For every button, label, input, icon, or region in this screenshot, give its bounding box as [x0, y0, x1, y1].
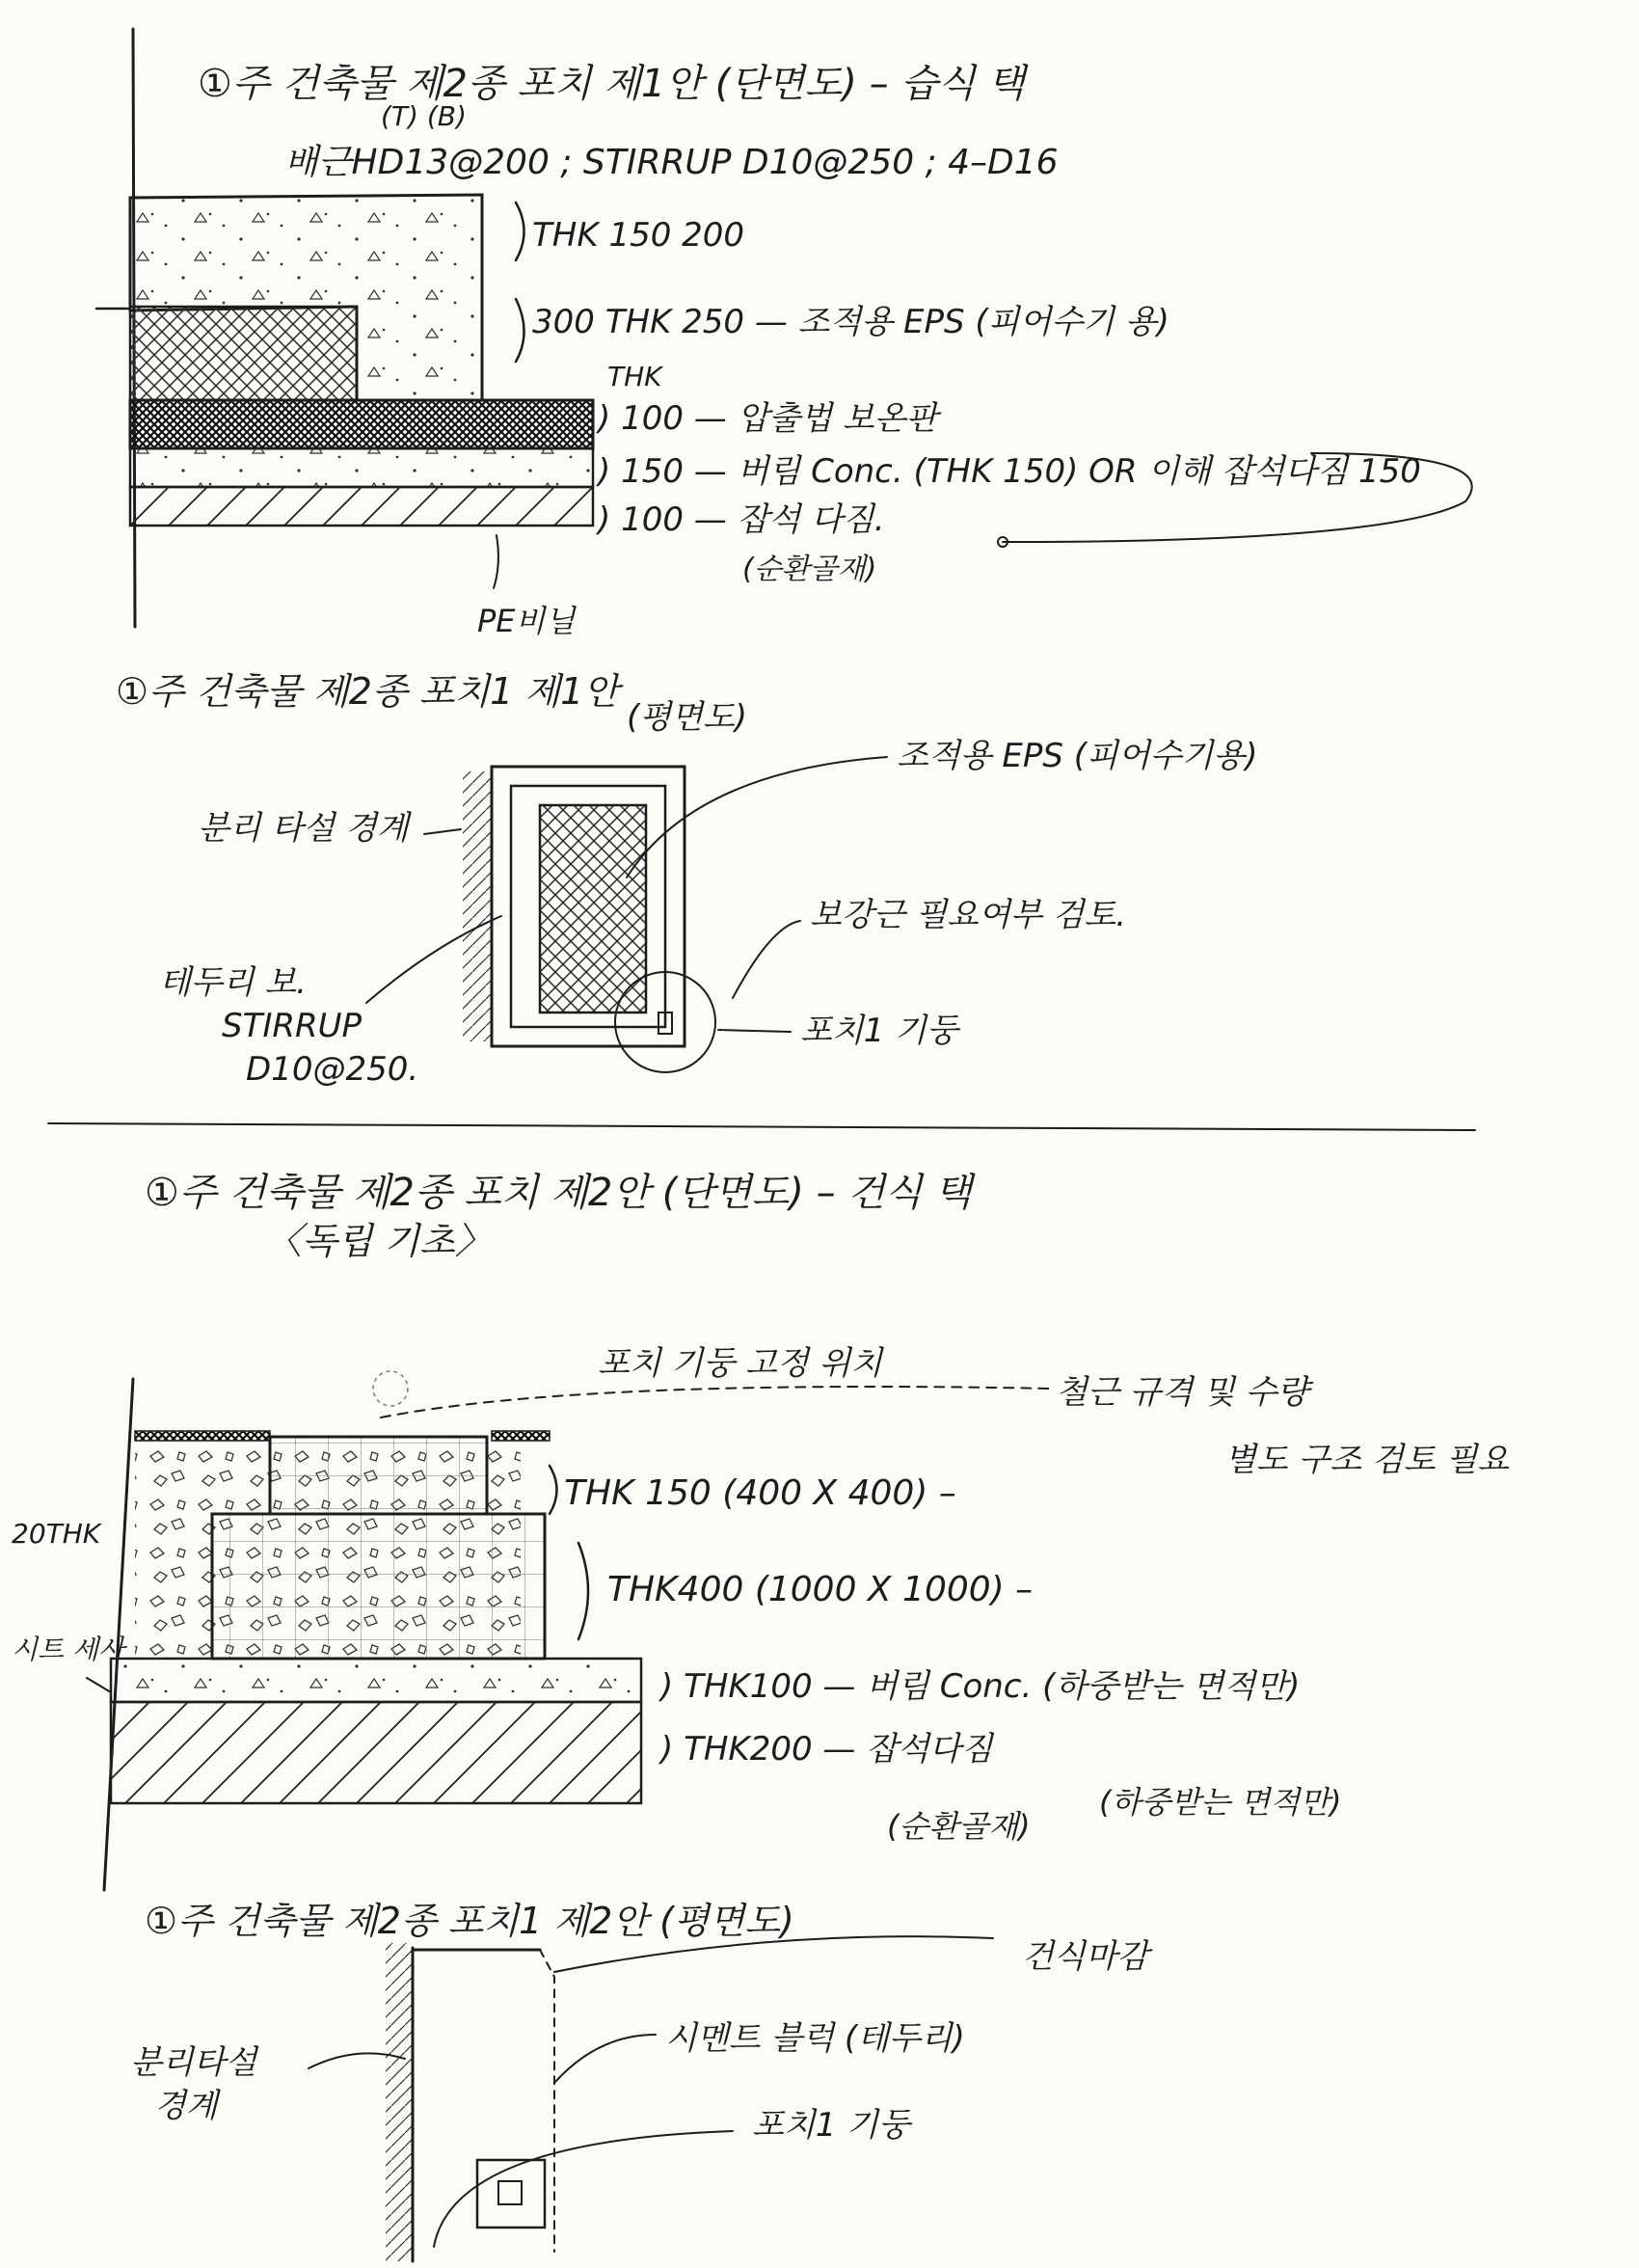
section-2-plan-tag: (평면도) [627, 698, 748, 737]
stirrup-spec-label: D10@250. [246, 1050, 419, 1089]
dry-finish-label: 건식마감 [1022, 1937, 1149, 1976]
pe-film-label: PE비닐 [477, 603, 576, 639]
lean-concrete-label: ) THK100 — 버림 Conc. (하중받는 면적만) [660, 1667, 1301, 1706]
lean-concrete-layer-2 [111, 1659, 641, 1702]
section-3-subtitle: 〈독립 기초〉 [265, 1220, 492, 1262]
loaded-area-label: (하중받는 면적만) [1099, 1784, 1342, 1821]
side-note-sheet: 시트 세사 [12, 1634, 125, 1665]
porch-column-label: 포치1 기둥 [800, 1012, 958, 1050]
eps-fill-plan [540, 805, 646, 1012]
eps-block [130, 307, 357, 400]
column-pier [270, 1437, 487, 1514]
boundary-label-2: 경계 [154, 2087, 218, 2125]
pier-label: THK 150 (400 X 400) – [564, 1473, 956, 1513]
porch-column-marker-2 [477, 2160, 545, 2228]
layer-label-insulation: ) 100 — 압출법 보온판 [598, 399, 938, 438]
section-3-title: ①주 건축물 제2종 포치 제2안 (단면도) – 건식 택 [145, 1171, 972, 1215]
section-divider [48, 1123, 1475, 1130]
section-3-dry-porch-section [12, 1171, 1509, 1890]
rebar-review-note-1: 철근 규격 및 수량 [1056, 1373, 1309, 1412]
eps-label: 조적용 EPS (피어수기용) [897, 737, 1258, 775]
layer-label-gravel: ) 100 — 잡석 다짐. [598, 500, 885, 539]
layer-label-thk: THK [607, 361, 662, 392]
existing-wall-hatch-2 [386, 1943, 413, 2261]
boundary-label: 분리 타설 경계 [198, 809, 409, 848]
rebar-review-note-2: 별도 구조 검토 필요 [1224, 1441, 1510, 1479]
gravel-layer-2 [111, 1702, 641, 1803]
isolated-footing [212, 1514, 545, 1659]
boundary-label-1: 분리타설 [130, 2043, 257, 2082]
side-note-thk: 20THK [12, 1518, 101, 1550]
section-4-title: ①주 건축물 제2종 포치1 제2안 (평면도) [145, 1900, 794, 1942]
gravel-layer [130, 487, 593, 526]
section-2-plan-a [116, 670, 1257, 1089]
layer-label-eps: 300 THK 250 — 조적용 EPS (피어수기 용) [532, 303, 1169, 341]
footing-label: THK400 (1000 X 1000) – [607, 1570, 1034, 1609]
section-1-rebar-marks: (T) (B) [381, 100, 467, 132]
section-2-title: ①주 건축물 제2종 포치1 제1안 [116, 670, 619, 713]
section-1-title: ①주 건축물 제2종 포치 제1안 (단면도) – 습식 택 [198, 62, 1025, 106]
edge-beam-label: 테두리 보. [159, 963, 307, 1002]
reinforce-label: 보강근 필요여부 검토. [810, 896, 1127, 934]
column-position-note: 포치 기둥 고정 위치 [598, 1344, 883, 1383]
insulation-board-layer [130, 400, 593, 448]
section-1-rebar-spec: 배근HD13@200 ; STIRRUP D10@250 ; 4–D16 [284, 143, 1059, 182]
section-1-wet-porch-section [96, 29, 1472, 639]
recycled-label: (순환골재) [887, 1808, 1031, 1845]
layer-label-lean-concrete: ) 150 — 버림 Conc. (THK 150) OR 이해 잡석다짐 150 [598, 452, 1421, 491]
lean-concrete-layer [130, 448, 593, 487]
section-4-plan-b [130, 1900, 1154, 2261]
stirrup-label: STIRRUP [222, 1007, 363, 1045]
existing-wall-hatch [463, 771, 492, 1041]
cement-brick-label: 시멘트 블럭 (테두리) [665, 2019, 965, 2058]
porch-column-label-2: 포치1 기둥 [752, 2106, 910, 2145]
layer-label-recycled: (순환골재) [742, 553, 877, 586]
gravel-label: ) THK200 — 잡석다짐 [660, 1730, 993, 1768]
layer-label-slab: THK 150 200 [532, 216, 745, 255]
